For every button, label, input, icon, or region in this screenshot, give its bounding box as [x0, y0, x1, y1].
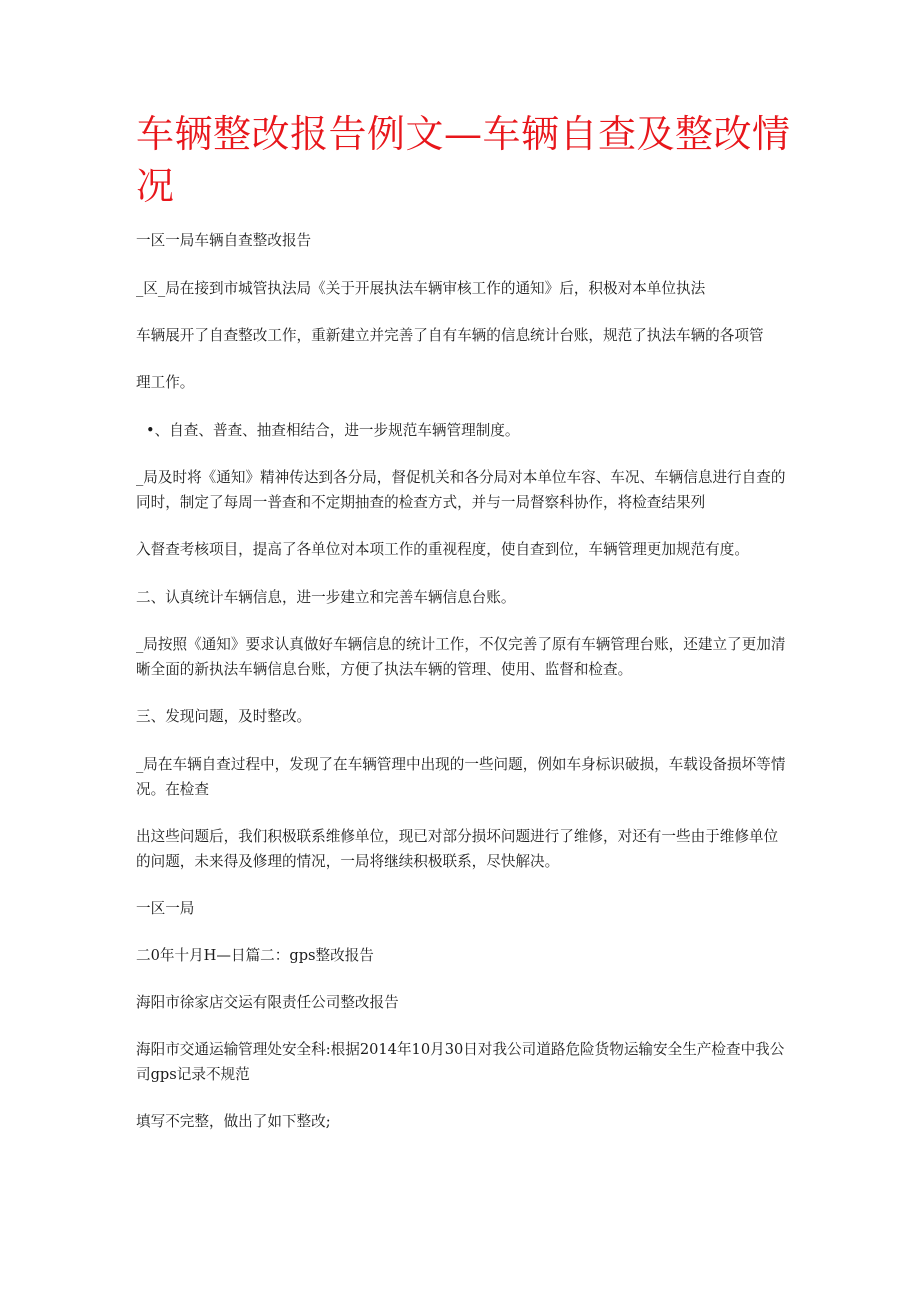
paragraph: •、自查、普查、抽查相结合，进一步规范车辆管理制度。 — [146, 422, 520, 439]
paragraph: 海阳市交通运输管理处安全科:根据2014年10月30日对我公司道路危险货物运输安全生产检查中我公司gps记录不规范 — [136, 1041, 785, 1083]
paragraph: 海阳市徐家店交运有限责任公司整改报告 — [136, 994, 399, 1011]
paragraph: 一区一局 — [136, 900, 195, 917]
paragraph: _局及时将《通知》精神传达到各分局，督促机关和各分局对本单位车容、车况、车辆信息进行自查的同时，制定了每周一普查和不定期抽查的检查方式，并与一局督察科协作，将检查结果列 — [136, 469, 786, 511]
paragraph: 填写不完整，做出了如下整改; — [136, 1113, 331, 1130]
paragraph: 三、发现问题，及时整改。 — [136, 708, 312, 725]
paragraph: _局按照《通知》要求认真做好车辆信息的统计工作，不仅完善了原有车辆管理台账，还建立了更加清晰全面的新执法车辆信息台账，方便了执法车辆的管理、使用、监督和检查。 — [136, 636, 786, 678]
paragraph: _局在车辆自查过程中，发现了在车辆管理中出现的一些问题，例如车身标识破损，车载设备损坏等情况。在检查 — [136, 756, 786, 798]
paragraph: 出这些问题后，我们积极联系维修单位，现已对部分损坏问题进行了维修，对还有一些由于维修单位的问题，未来得及修理的情况，一局将继续积极联系，尽快解决。 — [136, 828, 779, 870]
document-body — [136, 228, 786, 1134]
paragraph: 入督查考核项目，提高了各单位对本项工作的重视程度，使自查到位，车辆管理更加规范有度。 — [136, 541, 749, 558]
paragraph: 二、认真统计车辆信息，进一步建立和完善车辆信息台账。 — [136, 589, 516, 606]
paragraph: 一区一局车辆自查整改报告 — [136, 232, 312, 249]
paragraph: 二0年十月H—日篇二：gps整改报告 — [136, 947, 374, 964]
paragraph: _区_局在接到市城管执法局《关于开展执法车辆审核工作的通知》后，积极对本单位执法 — [136, 280, 706, 297]
paragraph: 车辆展开了自查整改工作，重新建立并完善了自有车辆的信息统计台账，规范了执法车辆的各项管 — [136, 327, 764, 344]
document-title: 车辆整改报告例文—车辆自查及整改情况 — [136, 112, 791, 208]
paragraph: 理工作。 — [136, 374, 195, 391]
